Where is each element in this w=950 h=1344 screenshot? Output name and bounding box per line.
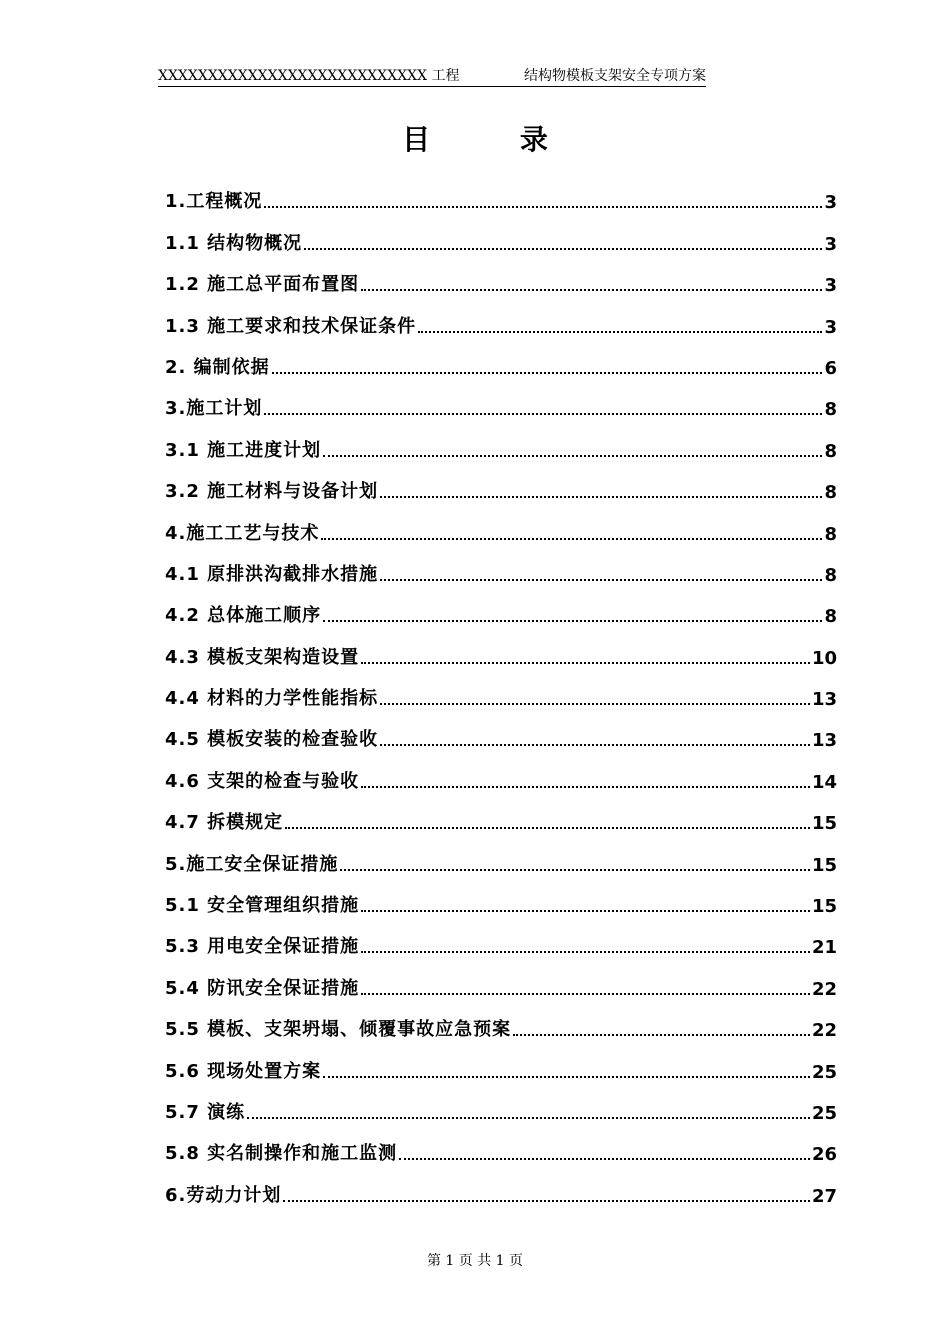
toc-dot-leader (361, 993, 810, 995)
toc-entry-label: 4.施工工艺与技术 (165, 522, 320, 544)
toc-dot-leader (513, 1034, 810, 1036)
toc-dot-leader (380, 579, 822, 581)
page-header (158, 66, 706, 87)
toc-entry-label: 3.施工计划 (165, 398, 263, 420)
toc-entry-label: 5.施工安全保证措施 (165, 853, 339, 875)
toc-dot-leader (247, 1117, 810, 1119)
toc-entry[interactable] (165, 917, 837, 958)
toc-entry-page-number: 8 (824, 399, 837, 421)
toc-entry-page-number: 13 (811, 689, 837, 711)
toc-entry[interactable] (165, 296, 837, 337)
toc-entry[interactable] (165, 462, 837, 503)
toc-entry[interactable] (165, 1083, 837, 1124)
toc-entry-page-number: 3 (824, 192, 837, 214)
toc-entry-page-number: 6 (824, 357, 837, 379)
toc-entry-label: 1.工程概况 (165, 191, 263, 213)
toc-entry[interactable] (165, 420, 837, 461)
toc-entry-label: 5.8 实名制操作和施工监测 (165, 1143, 398, 1165)
toc-entry-label: 4.6 支架的检查与验收 (165, 770, 360, 792)
toc-entry-label: 3.1 施工进度计划 (165, 439, 322, 461)
toc-entry-label: 2. 编制依据 (165, 356, 270, 378)
toc-dot-leader (283, 1200, 810, 1202)
toc-title: 目 录 (402, 123, 588, 156)
toc-entry[interactable] (165, 1124, 837, 1165)
toc-entry[interactable] (165, 669, 837, 710)
toc-entry[interactable] (165, 338, 837, 379)
toc-entry-page-number: 8 (824, 440, 837, 462)
header-project-name: XXXXXXXXXXXXXXXXXXXXXXXXXXX 工程 (158, 68, 460, 84)
toc-entry-label: 5.4 防讯安全保证措施 (165, 977, 360, 999)
toc-entry-label: 4.3 模板支架构造设置 (165, 646, 360, 668)
toc-entry-label: 4.1 原排洪沟截排水措施 (165, 563, 379, 585)
toc-entry-page-number: 8 (824, 523, 837, 545)
toc-entry[interactable] (165, 172, 837, 213)
toc-entry-page-number: 10 (811, 647, 837, 669)
toc-dot-leader (323, 1076, 810, 1078)
toc-entry[interactable] (165, 503, 837, 544)
toc-entry-page-number: 14 (811, 771, 837, 793)
toc-entry-page-number: 22 (811, 1020, 837, 1042)
toc-dot-leader (380, 496, 822, 498)
toc-entry[interactable] (165, 958, 837, 999)
toc-entry-label: 5.7 演练 (165, 1101, 246, 1123)
toc-entry-page-number: 27 (811, 1185, 837, 1207)
toc-entry[interactable] (165, 710, 837, 751)
toc-entry-page-number: 8 (824, 606, 837, 628)
toc-dot-leader (380, 703, 810, 705)
header-document-title: 结构物模板支架安全专项方案 (524, 68, 706, 84)
toc-entry[interactable] (165, 1041, 837, 1082)
toc-dot-leader (321, 538, 822, 540)
toc-entry-label: 5.5 模板、支架坍塌、倾覆事故应急预案 (165, 1019, 512, 1041)
toc-dot-leader (380, 744, 810, 746)
toc-dot-leader (399, 1158, 810, 1160)
table-of-contents (165, 172, 837, 1207)
page-footer: 第 1 页 共 1 页 (426, 1253, 524, 1269)
toc-entry[interactable] (165, 876, 837, 917)
toc-entry[interactable] (165, 834, 837, 875)
toc-entry-page-number: 3 (824, 275, 837, 297)
toc-dot-leader (361, 289, 822, 291)
toc-entry-page-number: 15 (811, 854, 837, 876)
toc-entry-label: 4.2 总体施工顺序 (165, 605, 322, 627)
toc-entry-label: 1.1 结构物概况 (165, 232, 303, 254)
toc-entry[interactable] (165, 545, 837, 586)
toc-dot-leader (323, 455, 822, 457)
toc-entry-page-number: 15 (811, 896, 837, 918)
toc-entry-label: 4.4 材料的力学性能指标 (165, 688, 379, 710)
toc-entry-label: 3.2 施工材料与设备计划 (165, 481, 379, 503)
toc-entry[interactable] (165, 793, 837, 834)
toc-entry-page-number: 15 (811, 813, 837, 835)
toc-dot-leader (323, 620, 822, 622)
toc-dot-leader (340, 869, 810, 871)
toc-dot-leader (418, 331, 822, 333)
toc-dot-leader (361, 951, 810, 953)
toc-entry-page-number: 8 (824, 564, 837, 586)
toc-dot-leader (361, 662, 810, 664)
toc-entry-label: 4.5 模板安装的检查验收 (165, 729, 379, 751)
toc-entry-label: 5.6 现场处置方案 (165, 1060, 322, 1082)
toc-entry-page-number: 22 (811, 978, 837, 1000)
toc-dot-leader (361, 910, 810, 912)
toc-entry-page-number: 25 (811, 1061, 837, 1083)
toc-entry[interactable] (165, 1165, 837, 1206)
toc-entry-label: 5.3 用电安全保证措施 (165, 936, 360, 958)
toc-entry-label: 6.劳动力计划 (165, 1184, 282, 1206)
toc-entry-page-number: 3 (824, 316, 837, 338)
toc-entry-page-number: 21 (811, 937, 837, 959)
toc-dot-leader (361, 786, 810, 788)
toc-entry-label: 1.3 施工要求和技术保证条件 (165, 315, 417, 337)
toc-entry[interactable] (165, 586, 837, 627)
toc-entry-page-number: 3 (824, 233, 837, 255)
toc-entry-label: 4.7 拆模规定 (165, 812, 284, 834)
toc-dot-leader (264, 413, 822, 415)
toc-entry-page-number: 13 (811, 730, 837, 752)
toc-entry-label: 5.1 安全管理组织措施 (165, 895, 360, 917)
toc-dot-leader (285, 827, 810, 829)
toc-entry-page-number: 8 (824, 482, 837, 504)
toc-entry[interactable] (165, 751, 837, 792)
toc-entry[interactable] (165, 379, 837, 420)
toc-entry[interactable] (165, 627, 837, 668)
toc-entry[interactable] (165, 255, 837, 296)
toc-entry[interactable] (165, 1000, 837, 1041)
toc-dot-leader (304, 248, 822, 250)
toc-dot-leader (272, 372, 823, 374)
toc-dot-leader (264, 206, 822, 208)
toc-entry-page-number: 26 (811, 1144, 837, 1166)
toc-entry-label: 1.2 施工总平面布置图 (165, 274, 360, 296)
toc-entry[interactable] (165, 213, 837, 254)
toc-entry-page-number: 25 (811, 1102, 837, 1124)
